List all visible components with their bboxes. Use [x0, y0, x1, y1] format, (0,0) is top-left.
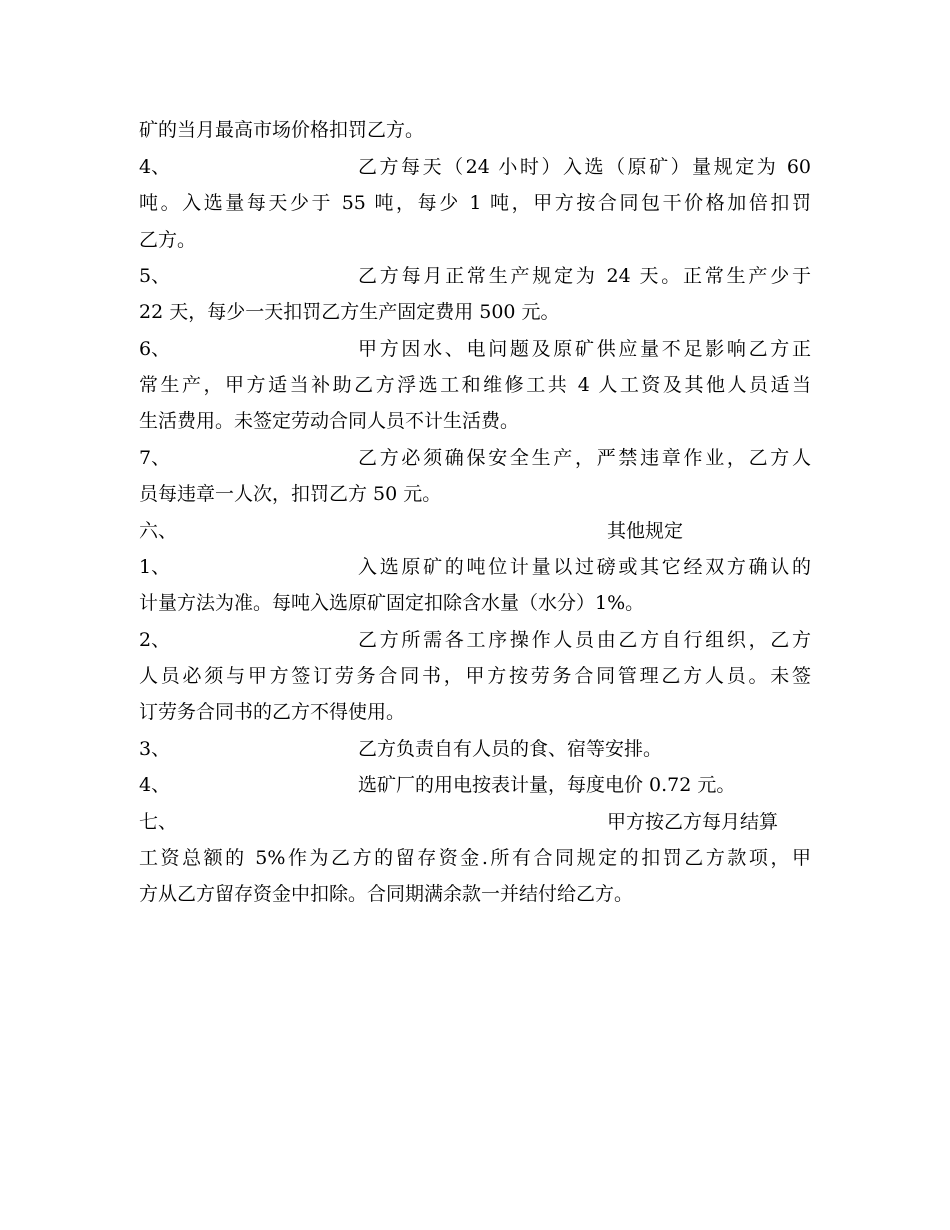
item-text: 甲方因水、电问题及原矿供应量不足影响乙方正: [358, 338, 811, 360]
list-item-3: [139, 734, 811, 764]
text-line-content: 乙方。: [139, 229, 197, 251]
text-line: [139, 879, 811, 909]
item-number: 7、: [139, 447, 171, 469]
item-text: 乙方负责自有人员的食、宿等安排。: [358, 738, 663, 760]
text-line: [139, 697, 811, 727]
text-line-content: 员每违章一人次，扣罚乙方 50 元。: [139, 483, 442, 505]
item-number: 3、: [139, 738, 171, 760]
section-heading-6: [139, 516, 811, 546]
item-number: 6、: [139, 338, 171, 360]
section-heading-7: [139, 807, 811, 837]
list-item-2: [139, 625, 811, 655]
item-text: 选矿厂的用电按表计量，每度电价 0.72 元。: [358, 774, 736, 796]
section-number: 六、: [139, 520, 178, 542]
item-text: 乙方每天（24 小时）入选（原矿）量规定为 60: [358, 156, 811, 178]
text-line: [139, 843, 811, 873]
text-line-content: 生活费用。未签定劳动合同人员不计生活费。: [139, 410, 520, 432]
text-line: [139, 406, 811, 436]
list-item-4: [139, 152, 811, 182]
text-line: [139, 225, 811, 255]
text-line-content: 工资总额的 5%作为乙方的留存资金.所有合同规定的扣罚乙方款项，甲: [139, 847, 811, 869]
item-text: 乙方必须确保安全生产，严禁违章作业，乙方人: [358, 447, 811, 469]
item-number: 4、: [139, 156, 171, 178]
list-item-7: [139, 443, 811, 473]
item-text: 乙方每月正常生产规定为 24 天。正常生产少于: [358, 265, 811, 287]
text-line: [139, 188, 811, 218]
text-line-content: 订劳务合同书的乙方不得使用。: [139, 701, 406, 723]
text-line: [139, 588, 811, 618]
item-number: 5、: [139, 265, 171, 287]
text-line: [139, 115, 811, 145]
text-line: [139, 661, 811, 691]
text-line-content: 计量方法为准。每吨入选原矿固定扣除含水量（水分）1%。: [139, 592, 645, 614]
item-text: 入选原矿的吨位计量以过磅或其它经双方确认的: [358, 556, 811, 578]
text-line-content: 方从乙方留存资金中扣除。合同期满余款一并结付给乙方。: [139, 883, 634, 905]
item-number: 2、: [139, 629, 171, 651]
section-number: 七、: [139, 811, 178, 833]
section-text: 甲方按乙方每月结算: [607, 811, 779, 833]
list-item-6: [139, 334, 811, 364]
text-line: [139, 297, 811, 327]
item-number: 1、: [139, 556, 171, 578]
text-line-content: 吨。入选量每天少于 55 吨，每少 1 吨，甲方按合同包干价格加倍扣罚: [139, 192, 811, 214]
text-line-content: 矿的当月最高市场价格扣罚乙方。: [139, 119, 425, 141]
text-line-content: 常生产，甲方适当补助乙方浮选工和维修工共 4 人工资及其他人员适当: [139, 374, 811, 396]
section-title: 其他规定: [607, 520, 684, 542]
item-number: 4、: [139, 774, 171, 796]
item-text: 乙方所需各工序操作人员由乙方自行组织，乙方: [358, 629, 811, 651]
text-line: [139, 479, 811, 509]
text-line-content: 人员必须与甲方签订劳务合同书，甲方按劳务合同管理乙方人员。未签: [139, 665, 811, 687]
text-line: [139, 370, 811, 400]
list-item-1: [139, 552, 811, 582]
text-line-content: 22 天，每少一天扣罚乙方生产固定费用 500 元。: [139, 301, 560, 323]
list-item-5: [139, 261, 811, 291]
list-item-4b: [139, 770, 811, 800]
